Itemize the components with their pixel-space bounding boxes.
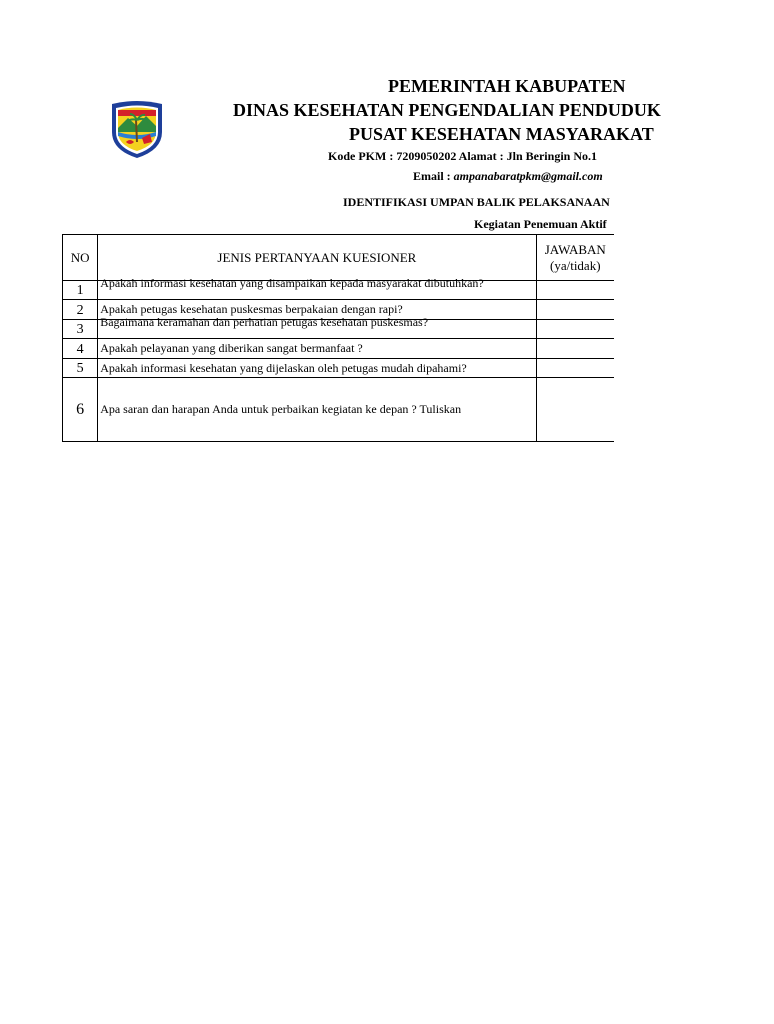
email-label: Email :: [413, 169, 454, 183]
question-cell: Apakah pelayanan yang diberikan sangat bermanfaat ?: [98, 339, 536, 359]
question-cell: Apa saran dan harapan Anda untuk perbaikan kegiatan ke depan ? Tuliskan: [98, 378, 536, 442]
answer-cell[interactable]: [536, 281, 614, 300]
question-cell: Apakah informasi kesehatan yang dijelaskan oleh petugas mudah dipahami?: [98, 359, 536, 378]
table-row: [63, 378, 615, 442]
question-text: Apakah informasi kesehatan yang disampaikan kepada masyarakat dibutuhkan?: [100, 276, 484, 290]
table-row: [63, 320, 615, 339]
answer-cell[interactable]: [536, 378, 614, 442]
kode-address-line: Kode PKM : 7209050202 Alamat : Jln Beringin No.1: [328, 149, 597, 163]
answer-cell[interactable]: [536, 359, 614, 378]
row-number: 5: [63, 359, 98, 378]
email-line: [413, 169, 603, 184]
table-row: [63, 339, 615, 359]
col-header-question: JENIS PERTANYAAN KUESIONER: [98, 235, 536, 281]
answer-cell[interactable]: [536, 339, 614, 359]
col-header-answer: [536, 235, 614, 281]
question-cell: Apakah petugas kesehatan puskesmas berpakaian dengan rapi?: [98, 300, 536, 320]
col-header-no: NO: [63, 235, 98, 281]
questionnaire-table: [62, 234, 615, 442]
table-row: [63, 281, 615, 300]
question-text: Bagaimana keramahan dan perhatian petugas kesehatan puskesmas?: [100, 315, 429, 329]
table-header-row: [63, 235, 615, 281]
answer-header-line1: JAWABAN: [544, 241, 606, 257]
row-number: 2: [63, 300, 98, 320]
header-line-1: PEMERINTAH KABUPATEN: [388, 76, 626, 96]
document-title: IDENTIFIKASI UMPAN BALIK PELAKSANAAN: [343, 195, 610, 209]
email-value: ampanabaratpkm@gmail.com: [453, 169, 603, 183]
answer-cell[interactable]: [536, 320, 614, 339]
question-cell: [98, 315, 536, 339]
header-line-2: DINAS KESEHATAN PENGENDALIAN PENDUDUK: [233, 100, 661, 120]
header-line-3: PUSAT KESEHATAN MASYARAKAT: [349, 124, 654, 144]
row-number: 1: [63, 281, 98, 300]
letterhead: [0, 60, 661, 250]
answer-cell[interactable]: [536, 300, 614, 320]
row-number: 3: [63, 320, 98, 339]
row-number: 6: [63, 378, 98, 442]
row-number: 4: [63, 339, 98, 359]
table-row: [63, 359, 615, 378]
page-clip: [614, 230, 774, 450]
question-cell: [98, 276, 536, 300]
answer-header-line2: (ya/tidak): [550, 257, 601, 273]
activity-subtitle: Kegiatan Penemuan Aktif: [474, 217, 607, 231]
